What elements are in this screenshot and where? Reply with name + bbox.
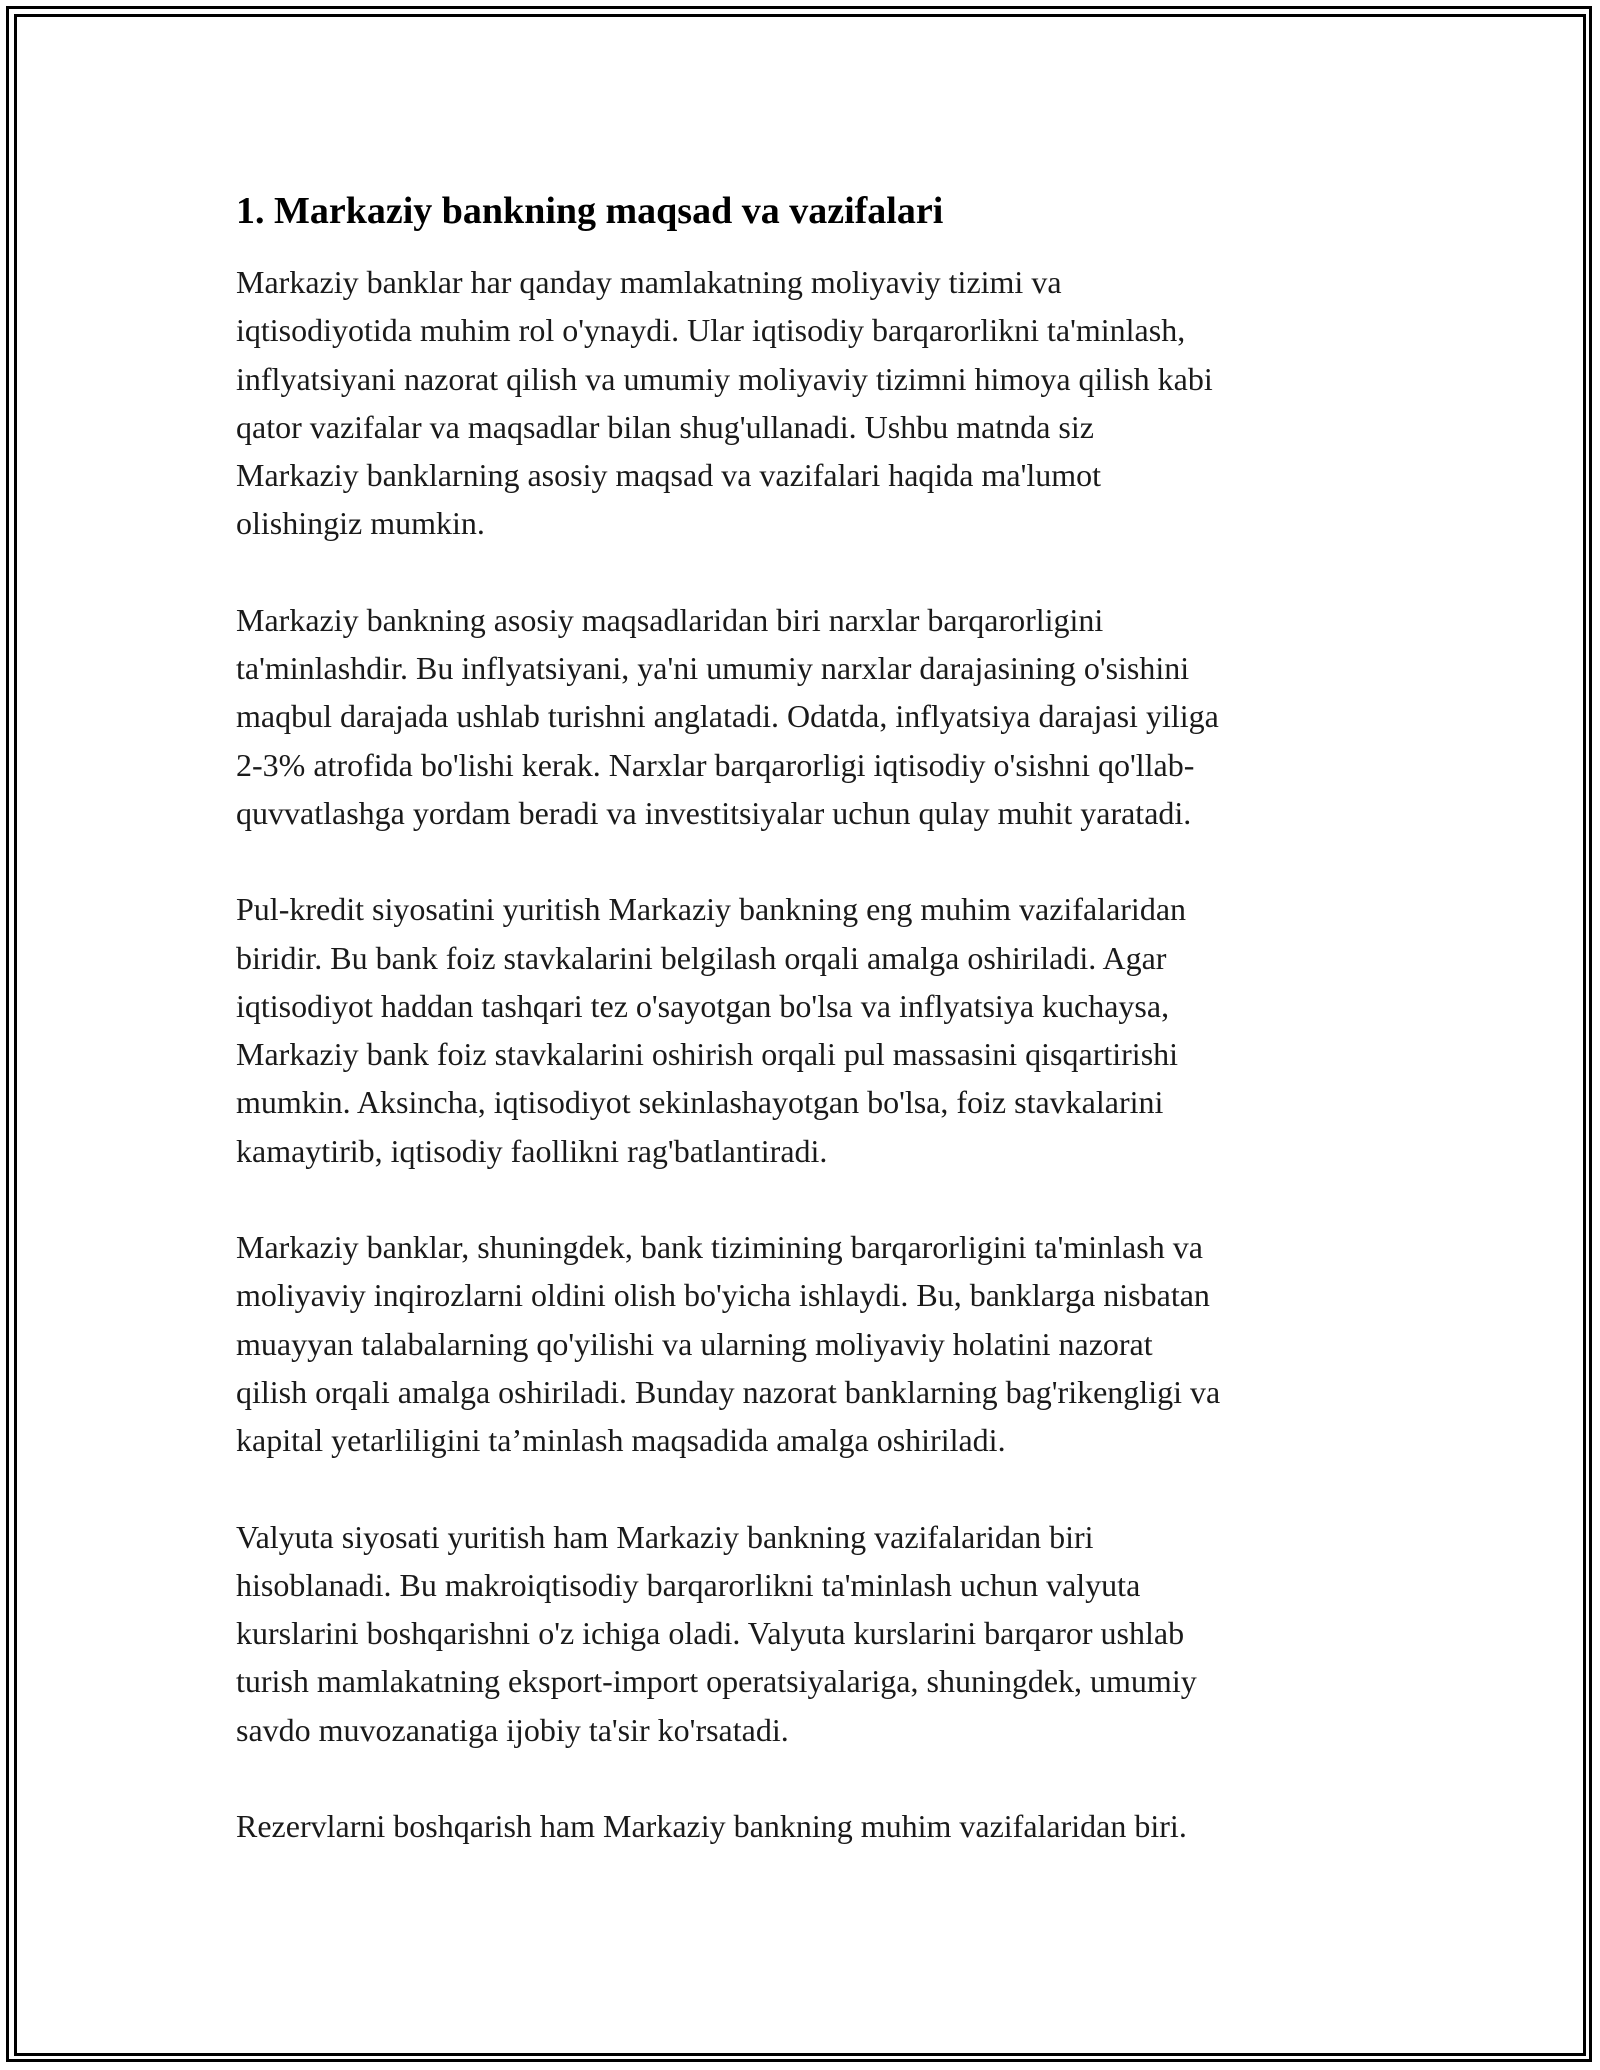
paragraph-line: Markaziy bankning asosiy maqsadlaridan biri narxlar barqarorligini (236, 601, 1104, 638)
paragraph (236, 1223, 1386, 1464)
paragraph-line: kapital yetarliligini ta’minlash maqsadida amalga oshiriladi. (236, 1422, 1006, 1459)
paragraph-line: kamaytirib, iqtisodiy faollikni rag'batlantiradi. (236, 1132, 828, 1169)
paragraph (236, 1802, 1386, 1850)
paragraph-line: inflyatsiyani nazorat qilish va umumiy moliyaviy tizimni himoya qilish kabi (236, 360, 1213, 397)
paragraph-line: Markaziy banklar, shuningdek, bank tizimining barqarorligini ta'minlash va (236, 1229, 1203, 1266)
paragraph-line: Markaziy banklarning asosiy maqsad va vazifalari haqida ma'lumot (236, 457, 1102, 494)
paragraph-line: maqbul darajada ushlab turishni anglatadi. Odatda, inflyatsiya darajasi yiliga (236, 698, 1219, 735)
paragraph-line: kurslarini boshqarishni o'z ichiga oladi. Valyuta kurslarini barqaror ushlab (236, 1615, 1185, 1652)
paragraph-line: savdo muvozanatiga ijobiy ta'sir ko'rsatadi. (236, 1711, 789, 1748)
paragraph-line: qator vazifalar va maqsadlar bilan shug'ullanadi. Ushbu matnda siz (236, 408, 1094, 445)
paragraph (236, 596, 1386, 837)
paragraph-line: qilish orqali amalga oshiriladi. Bunday nazorat banklarning bag'rikengligi va (236, 1373, 1221, 1410)
paragraph-line: Markaziy banklar har qanday mamlakatning moliyaviy tizimi va (236, 264, 1062, 300)
paragraph-line: Markaziy bank foiz stavkalarini oshirish orqali pul massasini qisqartirishi (236, 1036, 1179, 1073)
paragraph-line: moliyaviy inqirozlarni oldini olish bo'yicha ishlaydi. Bu, banklarga nisbatan (236, 1277, 1210, 1314)
paragraph-line: 2-3% atrofida bo'lishi kerak. Narxlar barqarorligi iqtisodiy o'sishni qo'llab- (236, 746, 1195, 783)
paragraph (236, 258, 1386, 548)
paragraph-line: ta'minlashdir. Bu inflyatsiyani, ya'ni umumiy narxlar darajasining o'sishini (236, 650, 1190, 687)
paragraph-line: olishingiz mumkin. (236, 505, 485, 542)
paragraph-line: Rezervlarni boshqarish ham Markaziy bankning muhim vazifalaridan biri. (236, 1808, 1187, 1845)
paragraph (236, 885, 1386, 1175)
paragraph-line: quvvatlashga yordam beradi va investitsiyalar uchun qulay muhit yaratadi. (236, 794, 1192, 831)
paragraph-line: biridir. Bu bank foiz stavkalarini belgilash orqali amalga oshiriladi. Agar (236, 939, 1167, 976)
paragraph-line: Valyuta siyosati yuritish ham Markaziy bankning vazifalaridan biri (236, 1518, 1094, 1555)
section-heading: 1. Markaziy bankning maqsad va vazifalari (236, 190, 944, 232)
paragraph-line: Pul-kredit siyosatini yuritish Markaziy bankning eng muhim vazifalaridan (236, 891, 1187, 928)
paragraph-line: muayyan talabalarning qo'yilishi va ularning moliyaviy holatini nazorat (236, 1325, 1153, 1362)
paragraph-line: turish mamlakatning eksport-import operatsiyalariga, shuningdek, umumiy (236, 1663, 1197, 1700)
paragraph (236, 1513, 1386, 1754)
paragraph-line: mumkin. Aksincha, iqtisodiyot sekinlashayotgan bo'lsa, foiz stavkalarini (236, 1084, 1164, 1121)
paragraph-line: iqtisodiyotida muhim rol o'ynaydi. Ular iqtisodiy barqarorlikni ta'minlash, (236, 312, 1186, 349)
paragraph-line: iqtisodiyot haddan tashqari tez o'sayotgan bo'lsa va inflyatsiya kuchaysa, (236, 987, 1170, 1024)
paragraph-line: hisoblanadi. Bu makroiqtisodiy barqarorlikni ta'minlash uchun valyuta (236, 1566, 1141, 1603)
document-body (236, 186, 1386, 1898)
